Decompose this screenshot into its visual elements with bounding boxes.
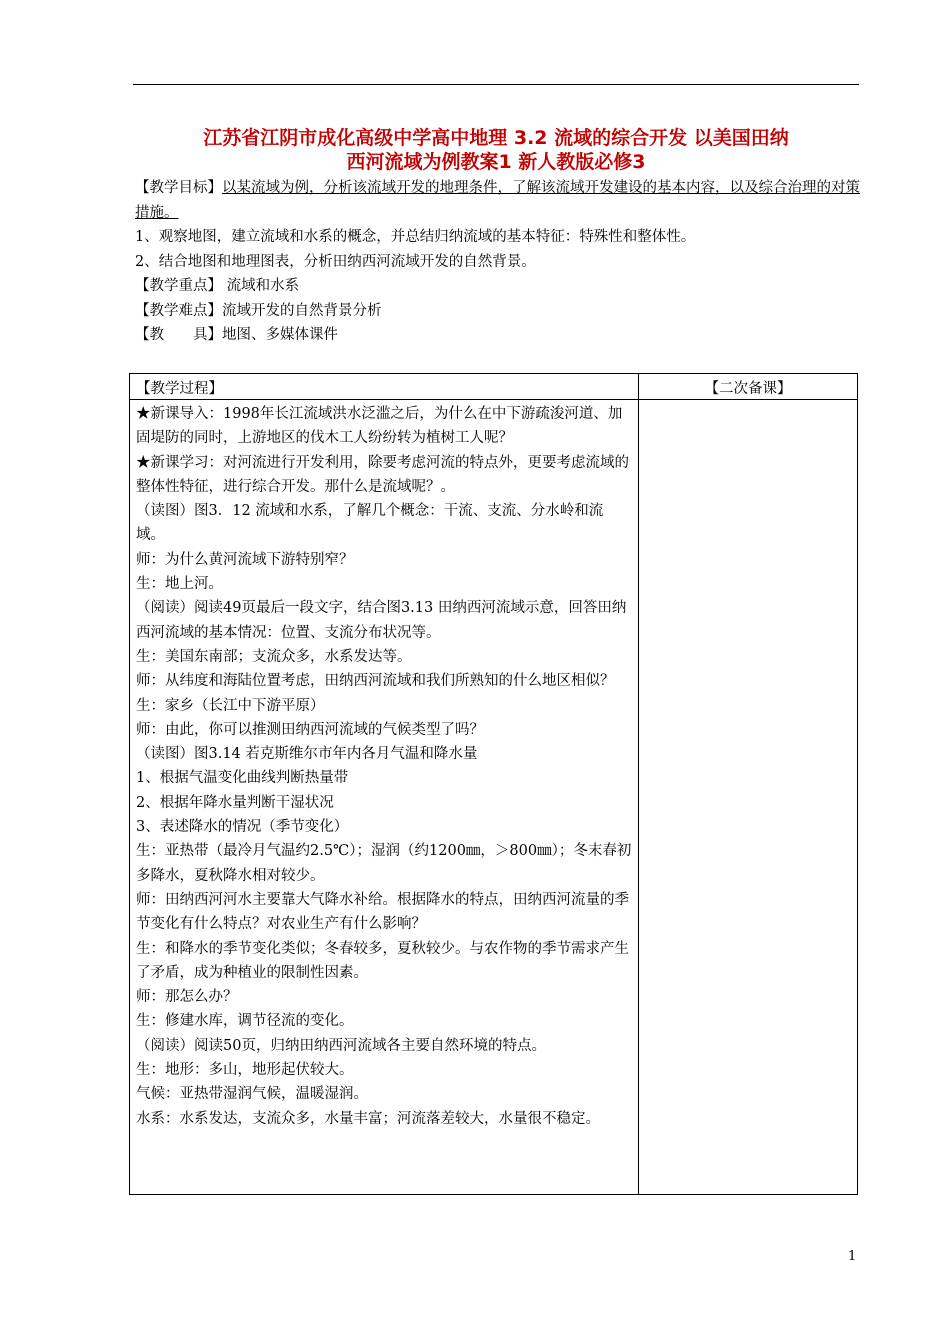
process-line: 生：修建水库，调节径流的变化。 (136, 1013, 354, 1030)
process-line: 生：和降水的季节变化类似；冬春较多，夏秋较少。与农作物的季节需求产生了矛盾，成为种植业的限制性因素。 (136, 940, 629, 981)
goal-label: 【教学目标】 (135, 180, 222, 196)
process-line: 师：那怎么办？ (136, 989, 238, 1006)
goal-item-2: 2、结合地图和地理图表，分析田纳西河流域开发的自然背景。 (135, 253, 536, 270)
process-line: 师：为什么黄河流域下游特别窄？ (136, 551, 354, 568)
intro-section (135, 176, 860, 348)
column-divider (638, 374, 639, 1194)
process-line: ★新课学习：对河流进行开发利用，除要考虑河流的特点外，更要考虑流域的整体性特征，进行综合开发。那什么是流域呢？。 (136, 454, 629, 495)
header-rule (133, 84, 859, 85)
process-line: ★新课导入：1998年长江流域洪水泛滥之后，为什么在中下游疏浚河道、加固堤防的同时，上游地区的伐木工人纷纷转为植树工人呢？ (136, 406, 623, 447)
process-content (136, 402, 632, 1131)
process-line: 师：由此，你可以推测田纳西河流域的气候类型了吗？ (136, 721, 484, 738)
goal-item-1: 1、观察地图，建立流域和水系的概念，并总结归纳流域的基本特征：特殊性和整体性。 (135, 229, 696, 245)
goal-text: 以某流域为例，分析该流域开发的地理条件，了解该流域开发建设的基本内容，以及综合治理的对策措施。 (135, 180, 860, 221)
process-line: 生：地形：多山，地形起伏较大。 (136, 1062, 354, 1079)
process-line: 水系：水系发达，支流众多，水量丰富；河流落差较大，水量很不稳定。 (136, 1110, 600, 1127)
process-line: 生：地上河。 (136, 576, 223, 593)
process-line: 2、根据年降水量判断干湿状况 (136, 794, 334, 811)
document-title (135, 126, 857, 174)
process-line: 师：田纳西河河水主要靠大气降水补给。根据降水的特点，田纳西河流量的季节变化有什么特点？对农业生产有什么影响？ (136, 891, 629, 933)
title-line-2: 西河流域为例教案1 新人教版必修3 (346, 151, 646, 173)
process-table (129, 373, 858, 1195)
header-second-preparation: 【二次备课】 (704, 381, 792, 397)
process-line: 生：亚热带（最冷月气温约2.5℃）；湿润（约1200㎜，＞800㎜）；冬末春初多降水，夏秋降水相对较少。 (136, 843, 632, 884)
process-line: 生：家乡（长江中下游平原） (136, 697, 325, 714)
process-line: （读图）图3．12 流域和水系，了解几个概念：干流、支流、分水岭和流域。 (136, 503, 604, 544)
teaching-tools: 【教 具】地图、多媒体课件 (135, 327, 338, 343)
teaching-goal (135, 176, 860, 225)
page-number: 1 (848, 1249, 857, 1264)
process-line: 1、根据气温变化曲线判断热量带 (136, 770, 349, 787)
title-line-1: 江苏省江阴市成化高级中学高中地理 3.2 流域的综合开发 以美国田纳 (203, 127, 789, 149)
process-line: （阅读）阅读50页，归纳田纳西河流域各主要自然环境的特点。 (136, 1037, 546, 1054)
process-line: （阅读）阅读49页最后一段文字，结合图3.13 田纳西河流域示意，回答田纳西河流域的基本情况：位置、支流分布状况等。 (136, 600, 627, 641)
process-line: 3、表述降水的情况（季节变化） (136, 819, 349, 836)
process-line: （读图）图3.14 若克斯维尔市年内各月气温和降水量 (136, 746, 478, 763)
difficulty-point: 【教学难点】流域开发的自然背景分析 (135, 302, 382, 319)
process-line: 师：从纬度和海陆位置考虑，田纳西河流域和我们所熟知的什么地区相似？ (136, 673, 615, 690)
process-line: 生：美国东南部；支流众多，水系发达等。 (136, 648, 412, 665)
key-point: 【教学重点】 流域和水系 (135, 278, 300, 294)
header-divider (130, 399, 857, 400)
header-teaching-process: 【教学过程】 (136, 381, 223, 397)
process-line: 气候：亚热带湿润气候，温暖湿润。 (136, 1086, 368, 1103)
